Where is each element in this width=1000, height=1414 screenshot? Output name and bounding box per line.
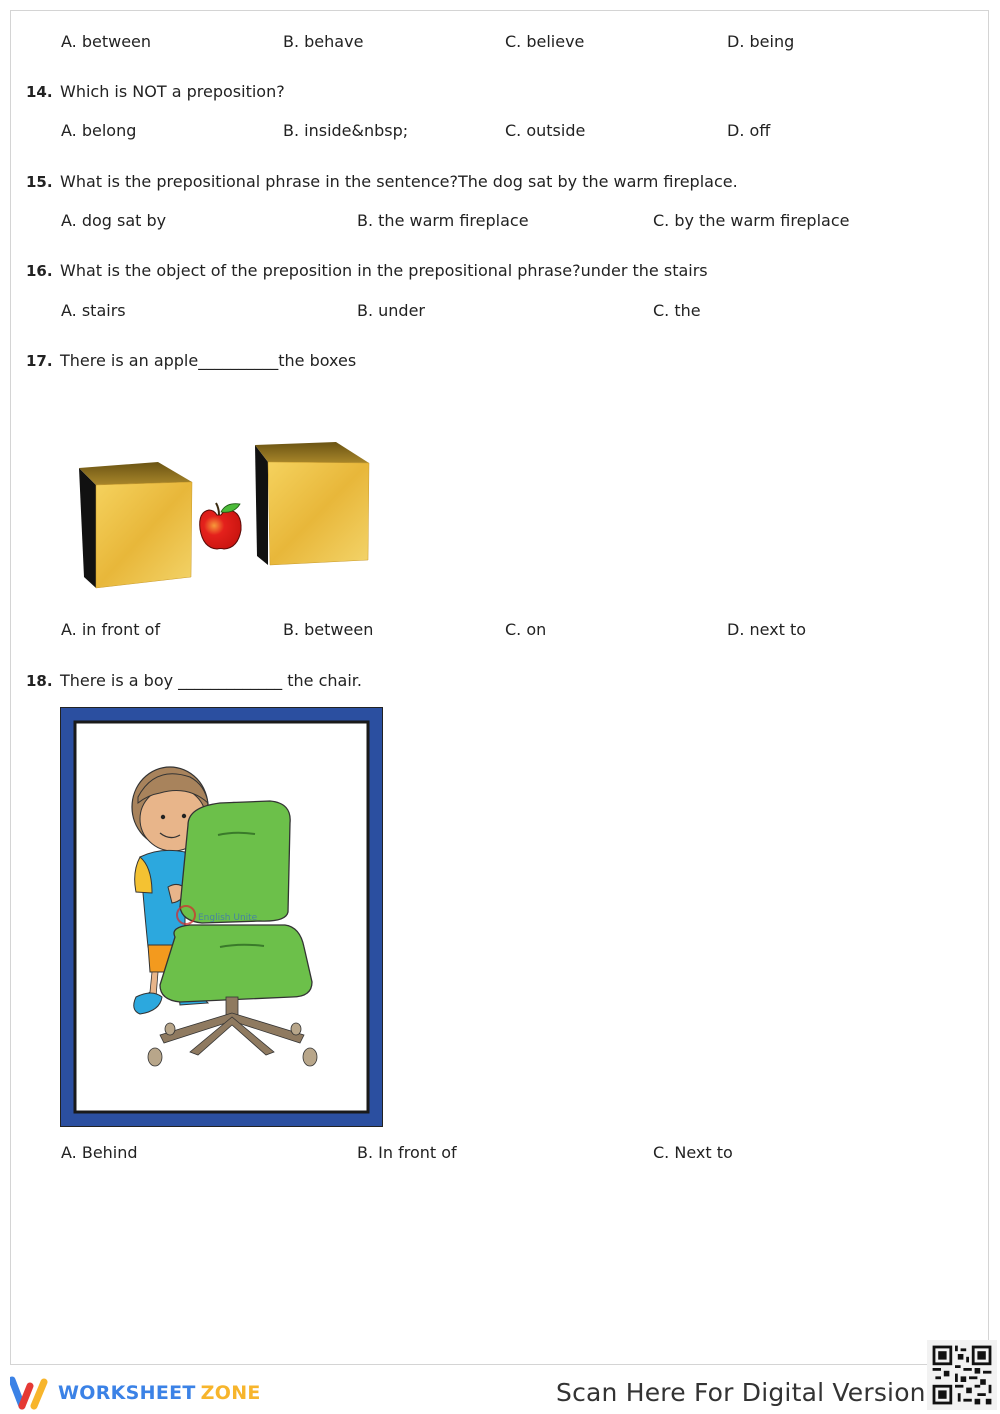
q17-option-c[interactable]: C. on bbox=[505, 620, 547, 639]
logo-word-worksheet: WORKSHEET bbox=[58, 1382, 196, 1404]
q15-option-a[interactable]: A. dog sat by bbox=[61, 211, 167, 230]
q14-option-a[interactable]: A. belong bbox=[61, 121, 137, 140]
question-number: 18. bbox=[26, 672, 53, 690]
qr-code-icon[interactable] bbox=[927, 1340, 997, 1410]
q17-option-a[interactable]: A. in front of bbox=[61, 620, 161, 639]
wz-logo-icon bbox=[10, 1376, 50, 1410]
logo-word-zone: ZONE bbox=[200, 1382, 261, 1404]
q15-option-b[interactable]: B. the warm fireplace bbox=[357, 211, 529, 230]
question-text: What is the object of the preposition in the prepositional phrase?under the stairs bbox=[60, 261, 708, 280]
q14-option-b[interactable]: B. inside&nbsp; bbox=[283, 121, 409, 140]
question-number: 16. bbox=[26, 262, 53, 280]
right-box bbox=[255, 442, 369, 565]
svg-text:English Unite: English Unite bbox=[198, 913, 258, 923]
q16-option-b[interactable]: B. under bbox=[357, 301, 426, 320]
apple-between-boxes-image bbox=[74, 432, 374, 597]
q14-option-d[interactable]: D. off bbox=[727, 121, 771, 140]
q15-option-c[interactable]: C. by the warm fireplace bbox=[653, 211, 850, 230]
q18-option-b[interactable]: B. In front of bbox=[357, 1143, 457, 1162]
left-box bbox=[79, 462, 192, 588]
boy-behind-chair-image bbox=[60, 707, 383, 1127]
q13-option-c[interactable]: C. believe bbox=[505, 32, 585, 51]
q13-option-b[interactable]: B. behave bbox=[283, 32, 364, 51]
question-17 bbox=[26, 351, 356, 370]
question-16 bbox=[26, 261, 708, 280]
question-15 bbox=[26, 172, 738, 191]
q16-option-a[interactable]: A. stairs bbox=[61, 301, 126, 320]
question-number: 17. bbox=[26, 352, 53, 370]
question-number: 14. bbox=[26, 83, 53, 101]
question-text: There is a boy _____________ the chair. bbox=[60, 671, 362, 690]
question-14 bbox=[26, 82, 285, 101]
question-number: 15. bbox=[26, 173, 53, 191]
q16-option-c[interactable]: C. the bbox=[653, 301, 701, 320]
question-18 bbox=[26, 671, 362, 690]
question-text: There is an apple__________the boxes bbox=[60, 351, 357, 370]
q13-option-a[interactable]: A. between bbox=[61, 32, 152, 51]
worksheet-zone-logo[interactable] bbox=[10, 1375, 261, 1411]
q18-option-a[interactable]: A. Behind bbox=[61, 1143, 138, 1162]
logo-text bbox=[58, 1382, 261, 1404]
scan-here-text: Scan Here For Digital Version bbox=[556, 1378, 926, 1407]
question-text: What is the prepositional phrase in the sentence?The dog sat by the warm fireplace. bbox=[60, 172, 738, 191]
q13-option-d[interactable]: D. being bbox=[727, 32, 795, 51]
q17-option-b[interactable]: B. between bbox=[283, 620, 374, 639]
q17-option-d[interactable]: D. next to bbox=[727, 620, 807, 639]
apple bbox=[200, 503, 241, 549]
q14-option-c[interactable]: C. outside bbox=[505, 121, 586, 140]
question-text: Which is NOT a preposition? bbox=[60, 82, 285, 101]
q18-option-c[interactable]: C. Next to bbox=[653, 1143, 733, 1162]
